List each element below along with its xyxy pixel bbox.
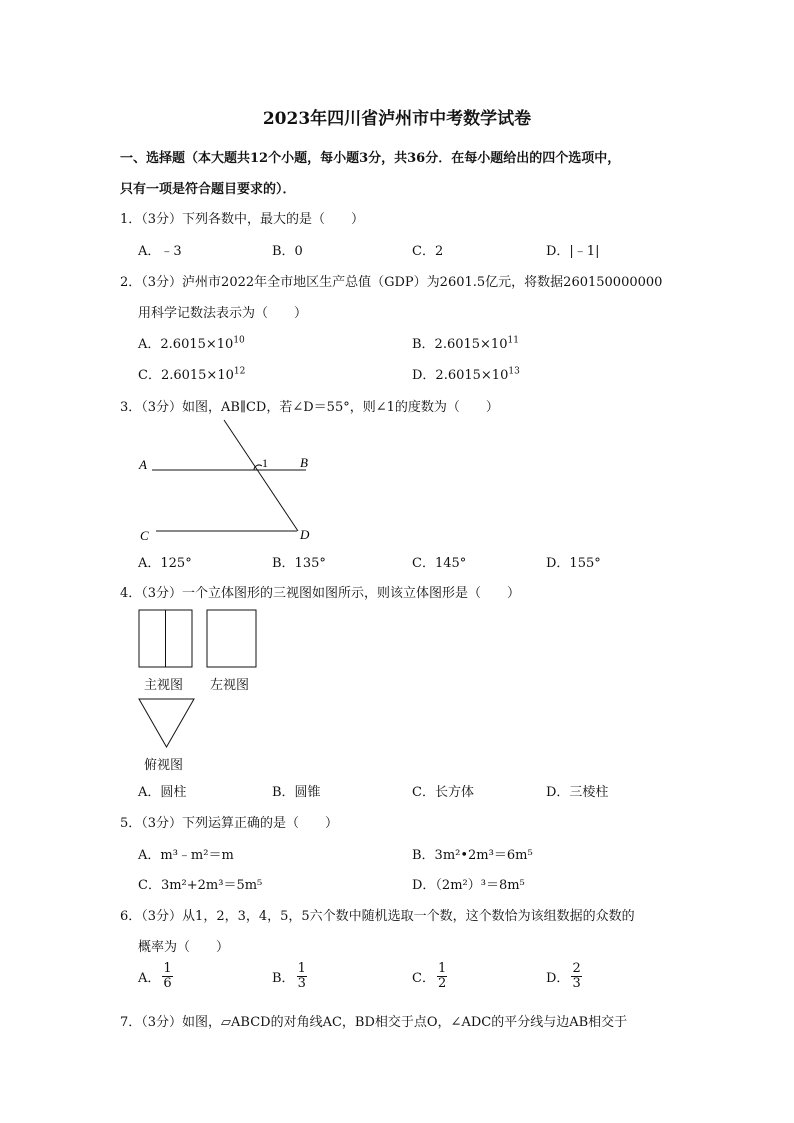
q6-option-c-fraction: $\frac{1}{2}$ [437,961,447,991]
q1-option-c: C．2 [412,244,444,259]
q3-label-d: D [300,527,310,542]
section-heading-line1: 一、选择题（本大题共12个小题，每小题3分，共36分．在每小题给出的四个选项中， [120,151,621,166]
question-3: 3．（3分）如图，AB∥CD，若∠D＝55°，则∠1的度数为（ ） [120,400,499,415]
q4-top-view [138,698,196,750]
q1-option-a: A．﹣3 [138,244,182,259]
q4-left-view [206,609,258,669]
q3-option-d: D．155° [546,556,601,571]
q5-option-d: D．（2m²）³＝8m⁵ [412,878,525,893]
q3-option-c: C．145° [412,556,467,571]
q3-label-a: A [139,457,147,472]
q4-top-view-caption: 俯视图 [144,758,184,773]
q6-option-d-fraction: $\frac{2}{3}$ [572,961,581,991]
q6-option-c: C． $\frac{1}{2}$ [412,961,447,991]
q4-left-view-caption: 左视图 [210,678,250,693]
page-title: 2023年四川省泸州市中考数学试卷 [262,109,532,129]
q2-option-b: B．$2.6015\times 10^{11}$ [412,335,519,352]
q3-parallel-lines-figure [130,412,330,548]
q3-label-c: C [140,528,149,543]
section-heading-line2: 只有一项是符合题目要求的）． [120,182,296,197]
question-4: 4．（3分）一个立体图形的三视图如图所示，则该立体图形是（ ） [120,586,521,601]
q4-option-c: C．长方体 [412,785,474,800]
question-6-line2: 概率为（ ） [138,940,230,955]
q3-option-b: B．135° [272,556,326,571]
q4-front-view-caption: 主视图 [144,678,184,693]
q4-option-a: A．圆柱 [138,785,187,800]
q2-option-a: A．$2.6015\times 10^{10}$ [138,335,245,352]
q4-option-b: B．圆锥 [272,785,321,800]
question-7: 7．（3分）如图，▱ABCD的对角线AC，BD相交于点O，∠ADC的平分线与边AB相交于 [120,1015,628,1030]
q4-front-view [138,609,194,669]
q6-option-b: B． $\frac{1}{3}$ [272,961,306,991]
q1-option-d: D．|﹣1| [546,244,600,259]
q6-option-d: D． $\frac{2}{3}$ [546,961,581,991]
q1-option-b: B．0 [272,244,303,259]
q6-option-a-fraction: $\frac{1}{6}$ [163,961,172,991]
q3-label-angle1: 1 [262,456,268,470]
q3-option-a: A．125° [138,556,192,571]
question-5: 5．（3分）下列运算正确的是（ ） [120,816,339,831]
question-6-line1: 6．（3分）从1，2，3，4，5，5六个数中随机选取一个数，这个数恰为该组数据的众数的 [120,909,635,924]
q6-option-a: A． $\frac{1}{6}$ [138,961,172,991]
q5-option-a: A．m³﹣m²＝m [138,848,234,863]
q5-option-c: C．3m²+2m³＝5m⁵ [138,878,263,893]
question-2-line1: 2．（3分）泸州市2022年全市地区生产总值（GDP）为2601.5亿元，将数据260150000000 [120,275,663,290]
q4-option-d: D．三棱柱 [546,785,609,800]
q3-label-b: B [300,455,308,470]
q2-option-c: C．$2.6015\times 10^{12}$ [138,366,246,383]
question-1: 1．（3分）下列各数中，最大的是（ ） [120,212,365,227]
q5-option-b: B．3m²•2m³＝6m⁵ [412,848,533,863]
q6-option-b-fraction: $\frac{1}{3}$ [297,961,306,991]
q2-option-d: D．$2.6015\times 10^{13}$ [412,366,520,383]
question-2-line2: 用科学记数法表示为（ ） [138,306,308,321]
